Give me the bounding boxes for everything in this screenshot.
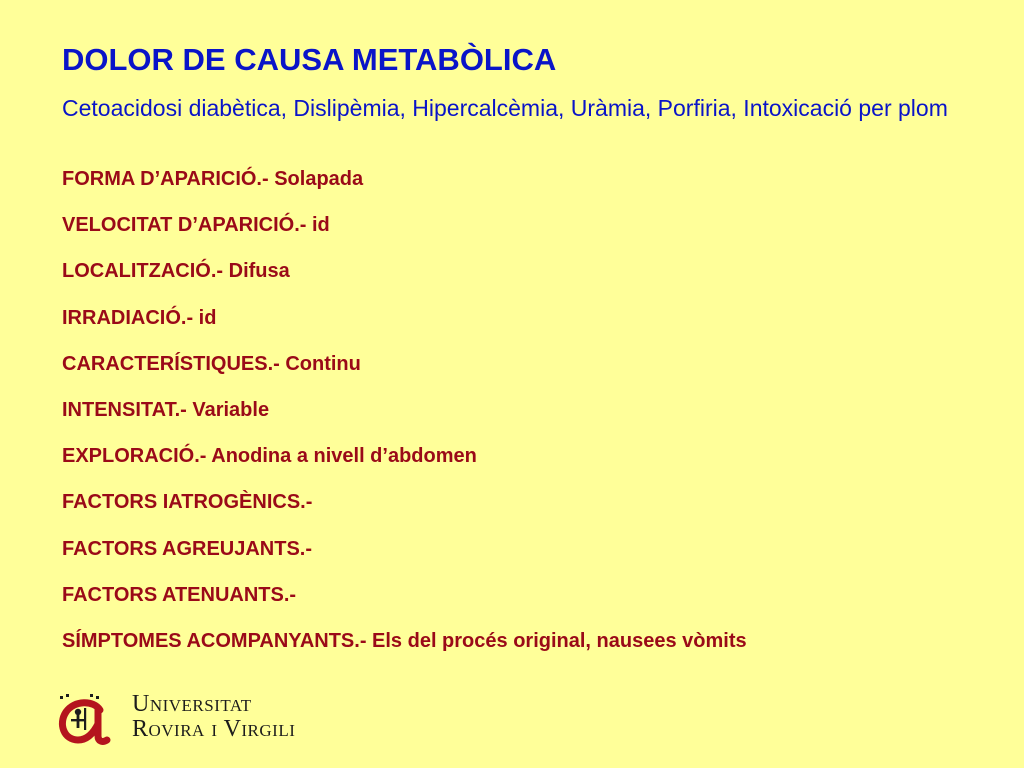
list-item: FORMA D’APARICIÓ.- Solapada bbox=[62, 168, 364, 190]
list-item: IRRADIACIÓ.- id bbox=[62, 306, 217, 329]
list-item: FACTORS AGREUJANTS.- bbox=[62, 537, 313, 560]
university-logo bbox=[54, 688, 334, 752]
list-item: SÍMPTOMES ACOMPANYANTS.- Els del procés original, nausees vòmits bbox=[62, 629, 747, 652]
list-item: FACTORS IATROGÈNICS.- bbox=[62, 491, 313, 514]
list-item: INTENSITAT.- Variable bbox=[62, 398, 270, 421]
university-name-line1: Universitat bbox=[132, 691, 252, 717]
slide-subtitle: Cetoacidosi diabètica, Dislipèmia, Hipercalcèmia, Uràmia, Porfiria, Intoxicació per plom bbox=[62, 95, 948, 121]
urv-emblem-icon bbox=[54, 688, 112, 748]
university-name bbox=[132, 692, 295, 742]
list-item: LOCALITZACIÓ.- Difusa bbox=[62, 260, 290, 283]
list-item: VELOCITAT D’APARICIÓ.- id bbox=[62, 214, 330, 237]
university-name-line2: Rovira i Virgili bbox=[132, 716, 296, 742]
symptom-list bbox=[62, 164, 747, 672]
list-item: EXPLORACIÓ.- Anodina a nivell d’abdomen bbox=[62, 445, 477, 468]
list-item: CARACTERÍSTIQUES.- Continu bbox=[62, 352, 361, 375]
list-item: FACTORS ATENUANTS.- bbox=[62, 583, 297, 606]
slide-title: DOLOR DE CAUSA METABÒLICA bbox=[62, 42, 557, 77]
